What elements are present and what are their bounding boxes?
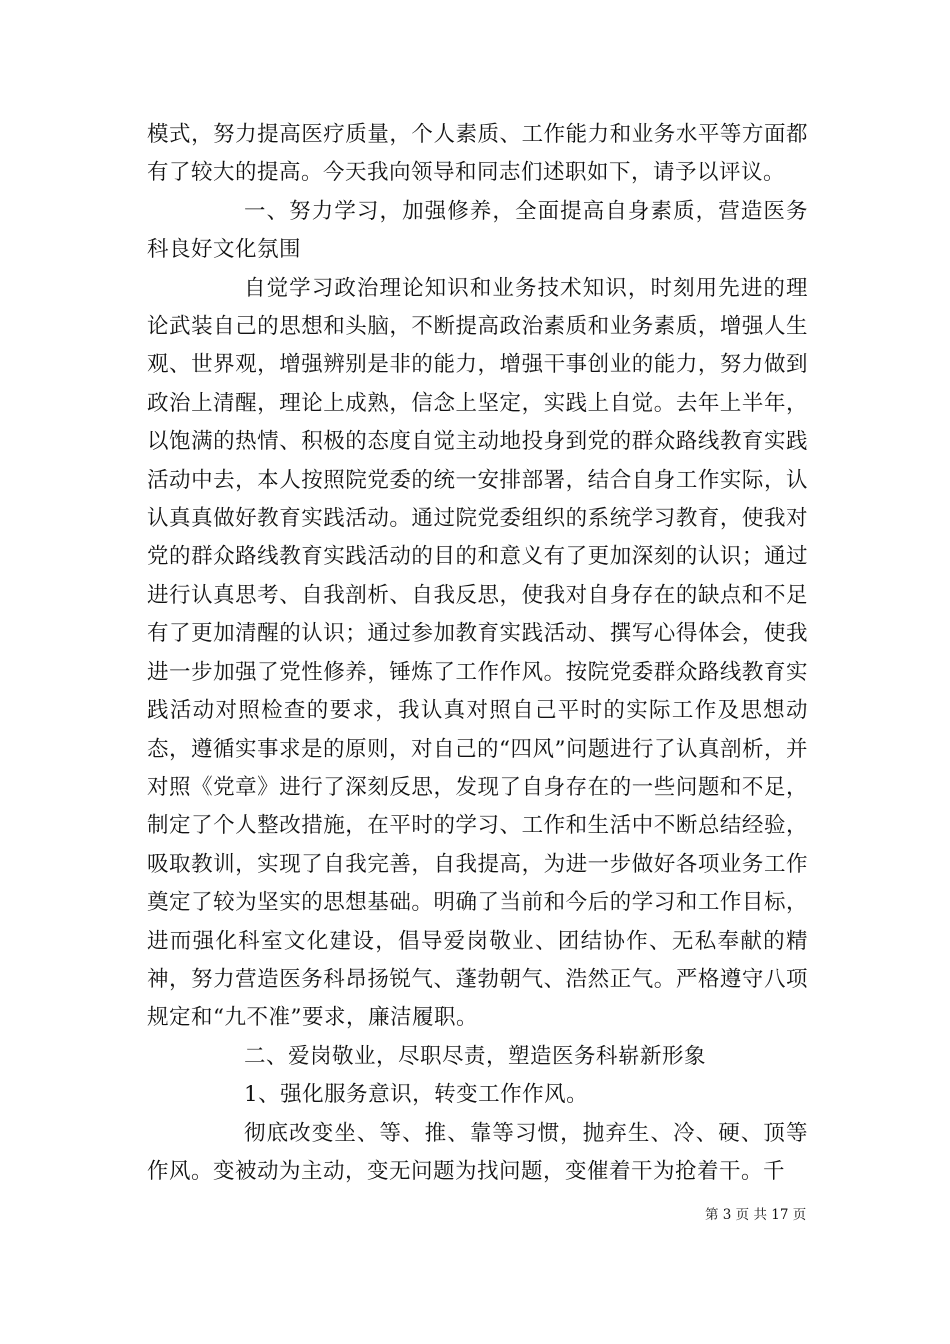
- paragraph-intro-continued: 模式，努力提高医疗质量，个人素质、工作能力和业务水平等方面都有了较大的提高。今天我向领导和同志们述职如下，请予以评议。: [147, 122, 808, 186]
- document-body: [147, 116, 808, 1191]
- section-heading-1: 一、努力学习，加强修养，全面提高自身素质，营造医务科良好文化氛围: [147, 198, 808, 263]
- page-number-footer: 第 3 页 共 17 页: [705, 1207, 807, 1223]
- subsection-heading-2-1: 1、强化服务意识，转变工作作风。: [244, 1082, 589, 1108]
- section-heading-2: 二、爱岗敬业，尽职尽责，塑造医务科崭新形象: [244, 1043, 707, 1069]
- paragraph-section-1-body: 自觉学习政治理论知识和业务技术知识，时刻用先进的理论武装自己的思想和头脑，不断提高政治素质和业务素质，增强人生观、世界观，增强辨别是非的能力，增强干事创业的能力，努力做到政治上清醒，理论上成熟，信念上坚定，实践上自觉。去年上半年，以饱满的热情、积极的态度自觉主动地投身到党的群众路线教育实践活动中去，本人按照院党委的统一安排部署，结合自身工作实际，认认真真做好教育实践活动。通过院党委组织的系统学习教育，使我对党的群众路线教育实践活动的目的和意义有了更加深刻的认识；通过进行认真思考、自我剖析、自我反思，使我对自身存在的缺点和不足有了更加清醒的认识；通过参加教育实践活动、撰写心得体会，使我进一步加强了党性修养，锤炼了工作作风。按院党委群众路线教育实践活动对照检查的要求，我认真对照自己平时的实际工作及思想动态，遵循实事求是的原则，对自己的“四风”问题进行了认真剖析，并对照《党章》进行了深刻反思，发现了自身存在的一些问题和不足，制定了个人整改措施，在平时的学习、工作和生活中不断总结经验，吸取教训，实现了自我完善，自我提高，为进一步做好各项业务工作奠定了较为坚实的思想基础。明确了当前和今后的学习和工作目标，进而强化科室文化建设，倡导爱岗敬业、团结协作、无私奉献的精神，努力营造医务科昂扬锐气、蓬勃朝气、浩然正气。严格遵守八项规定和“九不准”要求，廉洁履职。: [147, 275, 808, 1031]
- paragraph-subsection-2-1-body: 彻底改变坐、等、推、靠等习惯，抛弃生、冷、硬、顶等作风。变被动为主动，变无问题为找问题，变催着干为抢着干。千: [147, 1120, 808, 1184]
